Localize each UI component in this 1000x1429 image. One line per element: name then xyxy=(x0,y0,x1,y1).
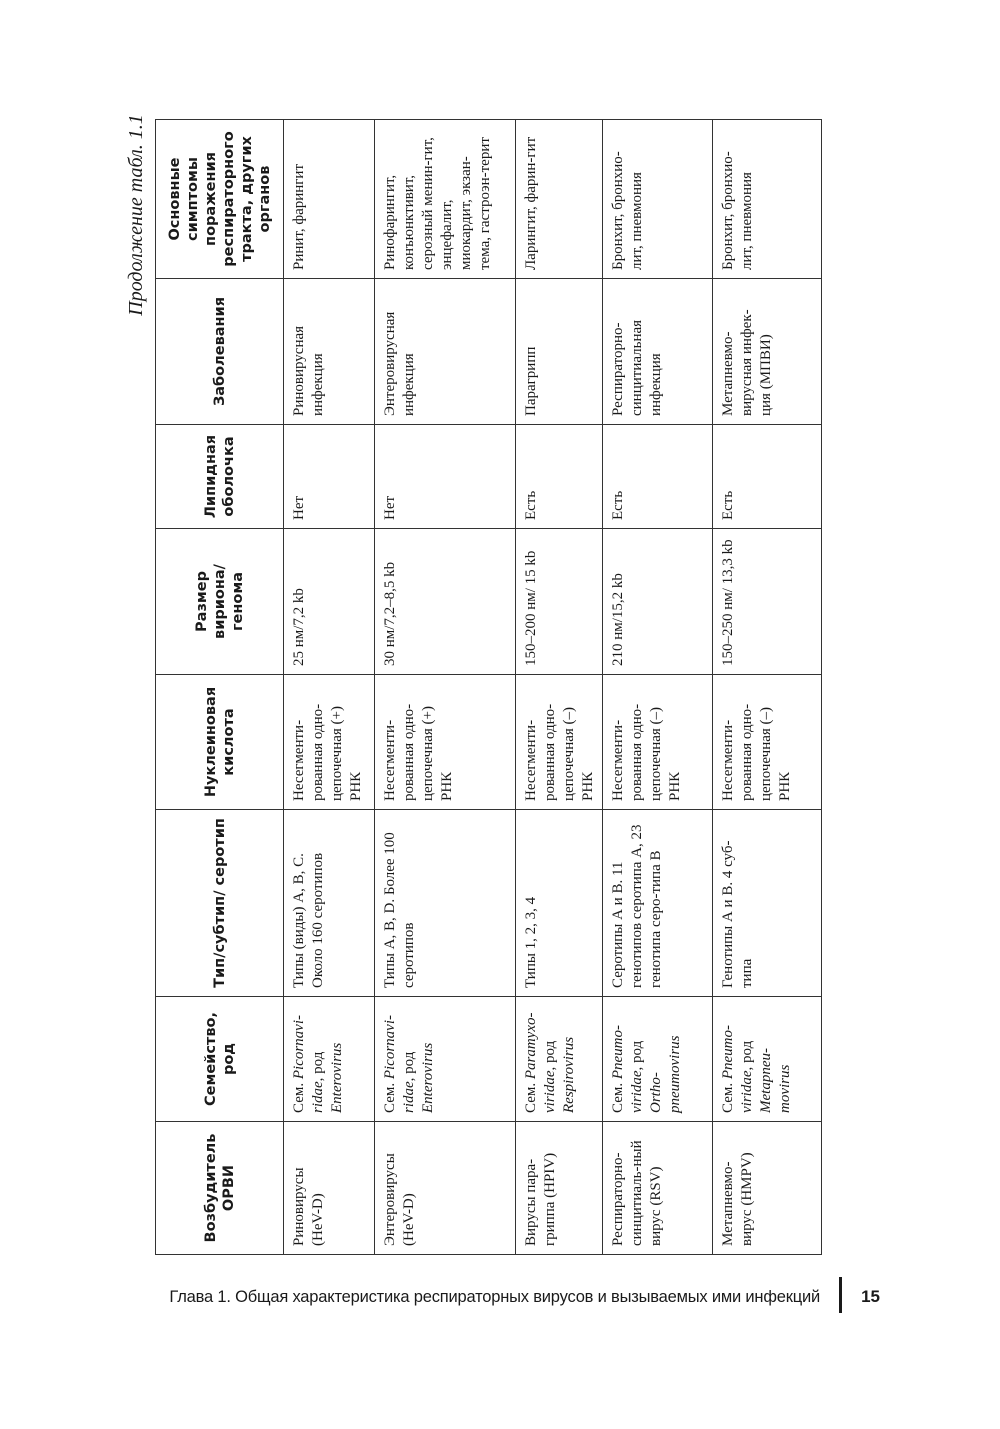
genus-name: Metapneu-movirus xyxy=(758,1048,793,1113)
header-family: Семейство, род xyxy=(156,997,284,1122)
cell-nucleic-acid: Несегменти-рованная одно-цепочечная (–) РНК xyxy=(516,675,603,810)
cell-envelope: Нет xyxy=(284,425,375,529)
cell-family xyxy=(713,997,822,1122)
table-row xyxy=(284,120,375,1255)
table-row xyxy=(375,120,516,1255)
rotated-table xyxy=(155,120,821,1255)
family-mid: , род xyxy=(310,1051,326,1082)
table-row xyxy=(603,120,713,1255)
cell-type: Серотипы А и В. 11 генотипов серотипа А, 23 генотипа серо-типа В xyxy=(603,810,713,997)
header-symptoms: Основные симптомы поражения респираторного тракта, других органов xyxy=(156,120,284,279)
cell-type: Типы 1, 2, 3, 4 xyxy=(516,810,603,997)
cell-type: Типы А, В, D. Более 100 серотипов xyxy=(375,810,516,997)
table-row xyxy=(713,120,822,1255)
family-mid: , род xyxy=(629,1040,645,1071)
family-name: Paramyxo-viridae xyxy=(523,1012,558,1113)
cell-nucleic-acid: Несегменти-рованная одно-цепочечная (+) РНК xyxy=(375,675,516,810)
cell-pathogen: Энтеровирусы (HeV-D) xyxy=(375,1122,516,1255)
family-prefix: Сем. xyxy=(720,1082,736,1113)
cell-symptoms: Бронхит, бронхио-лит, пневмония xyxy=(713,120,822,279)
cell-envelope: Есть xyxy=(713,425,822,529)
family-prefix: Сем. xyxy=(291,1082,307,1113)
cell-size: 150–250 нм/ 13,3 kb xyxy=(713,529,822,675)
header-nucleic-acid: Нуклеиновая кислота xyxy=(156,675,284,810)
family-mid: , род xyxy=(401,1051,417,1082)
cell-disease: Риновирусная инфекция xyxy=(284,279,375,425)
cell-pathogen: Метапневмо-вирус (HMPV) xyxy=(713,1122,822,1255)
cell-envelope: Есть xyxy=(516,425,603,529)
chapter-title: Глава 1. Общая характеристика респираторных вирусов и вызываемых ими инфекций xyxy=(169,1288,820,1306)
table-caption-container xyxy=(121,114,151,316)
page-footer xyxy=(169,1283,880,1311)
genus-name: Respirovirus xyxy=(561,1036,577,1113)
cell-envelope: Нет xyxy=(375,425,516,529)
cell-symptoms: Ларингит, фарин-гит xyxy=(516,120,603,279)
family-prefix: Сем. xyxy=(382,1082,398,1113)
cell-disease: Энтеровирусная инфекция xyxy=(375,279,516,425)
table-row xyxy=(516,120,603,1255)
cell-pathogen: Риновирусы (HeV-D) xyxy=(284,1122,375,1255)
cell-disease: Метапневмо-вирусная инфек-ция (МПВИ) xyxy=(713,279,822,425)
family-name: Pneumo-viridae xyxy=(610,1025,645,1113)
family-prefix: Сем. xyxy=(523,1082,539,1113)
cell-symptoms: Бронхит, бронхио-лит, пневмония xyxy=(603,120,713,279)
page-number: 15 xyxy=(861,1287,880,1306)
cell-family xyxy=(603,997,713,1122)
cell-type: Генотипы А и В. 4 суб-типа xyxy=(713,810,822,997)
footer-divider xyxy=(839,1277,842,1313)
table-caption: Продолжение табл. 1.1 xyxy=(124,114,147,316)
cell-symptoms: Ринит, фарингит xyxy=(284,120,375,279)
cell-family xyxy=(516,997,603,1122)
header-disease: Заболевания xyxy=(156,279,284,425)
family-name: Pneumo-viridae xyxy=(720,1025,755,1113)
cell-pathogen: Респираторно-синцитиаль-ный вирус (RSV) xyxy=(603,1122,713,1255)
genus-name: Enterovirus xyxy=(420,1042,436,1113)
header-row xyxy=(156,120,284,1255)
cell-nucleic-acid: Несегменти-рованная одно-цепочечная (–) РНК xyxy=(603,675,713,810)
cell-size: 150–200 нм/ 15 kb xyxy=(516,529,603,675)
header-pathogen: Возбудитель ОРВИ xyxy=(156,1122,284,1255)
genus-name: Enterovirus xyxy=(329,1042,345,1113)
cell-nucleic-acid: Несегменти-рованная одно-цепочечная (–) РНК xyxy=(713,675,822,810)
cell-size: 210 нм/15,2 kb xyxy=(603,529,713,675)
cell-family xyxy=(375,997,516,1122)
cell-disease: Респираторно-синцитиальная инфекция xyxy=(603,279,713,425)
cell-nucleic-acid: Несегменти-рованная одно-цепочечная (+) РНК xyxy=(284,675,375,810)
table-container xyxy=(155,120,821,1255)
header-envelope: Липидная оболочка xyxy=(156,425,284,529)
cell-size: 25 нм/7,2 kb xyxy=(284,529,375,675)
header-type: Тип/субтип/ серотип xyxy=(156,810,284,997)
cell-type: Типы (виды) А, В, С. Около 160 серотипов xyxy=(284,810,375,997)
family-name: Picornavi-ridae xyxy=(382,1015,417,1113)
family-mid: , род xyxy=(739,1040,755,1071)
cell-disease: Парагрипп xyxy=(516,279,603,425)
header-size: Размер вириона/ генома xyxy=(156,529,284,675)
cell-pathogen: Вирусы пара-гриппа (HPIV) xyxy=(516,1122,603,1255)
cell-symptoms: Ринофарингит, конъюнктивит, серозный менин-гит, энцефалит, миокардит, экзан-тема, гастроэн-терит xyxy=(375,120,516,279)
genus-name: Ortho-pneumovirus xyxy=(648,1035,683,1113)
virus-table xyxy=(155,119,822,1255)
cell-family xyxy=(284,997,375,1122)
cell-envelope: Есть xyxy=(603,425,713,529)
cell-size: 30 нм/7,2–8,5 kb xyxy=(375,529,516,675)
family-name: Picornavi-ridae xyxy=(291,1015,326,1113)
family-prefix: Сем. xyxy=(610,1082,626,1113)
family-mid: , род xyxy=(542,1040,558,1071)
